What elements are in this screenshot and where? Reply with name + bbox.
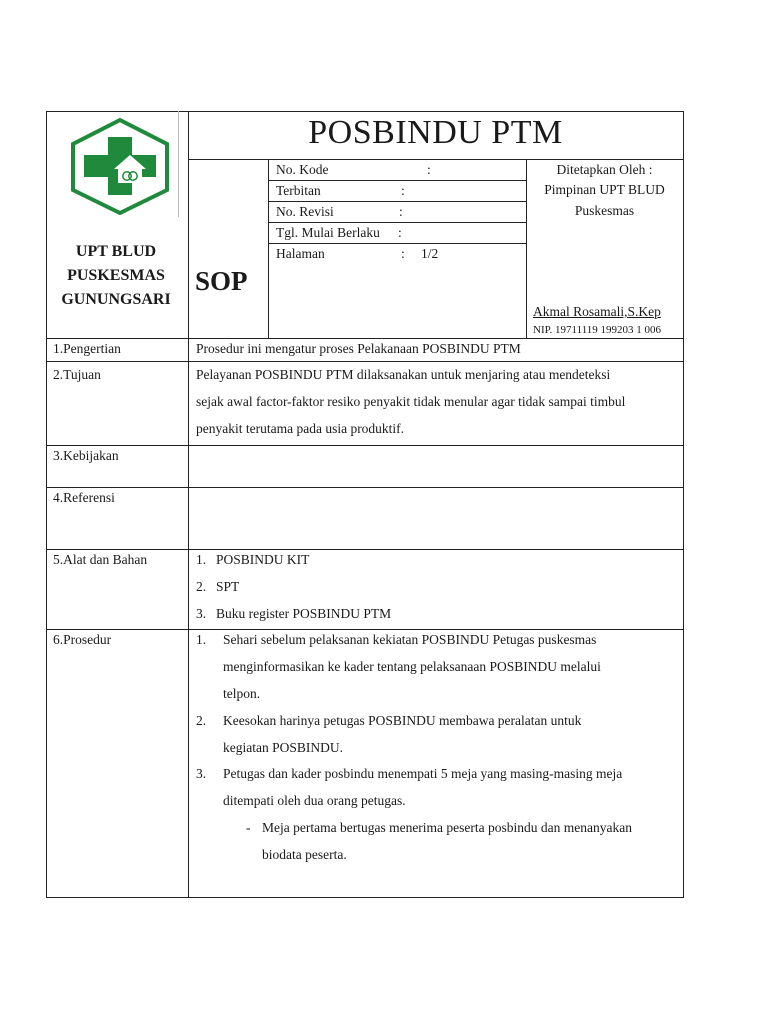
section-label-pengertian: 1.Pengertian	[53, 341, 121, 356]
prosedur-step1-line2: menginformasikan ke kader tentang pelaksanaan POSBINDU melalui	[223, 659, 601, 674]
prosedur-sub-bullet: -	[246, 820, 251, 835]
meta-sep-revisi: :	[399, 204, 403, 219]
alat-item-1: POSBINDU KIT	[216, 552, 310, 567]
tujuan-line2: sejak awal factor-faktor resiko penyakit tidak menular agar tidak sampai timbul	[196, 394, 626, 409]
approval-nip: NIP. 19711119 199203 1 006	[533, 324, 662, 336]
prosedur-step1-line1: Sehari sebelum pelaksanan kekiatan POSBINDU Petugas puskesmas	[223, 632, 597, 647]
tujuan-line3: penyakit terutama pada usia produktif.	[196, 421, 405, 436]
meta-label-kode: No. Kode	[276, 162, 329, 177]
approval-signer: Akmal Rosamali,S.Kep	[533, 304, 661, 319]
meta-sep-terbitan: :	[401, 183, 405, 198]
section-label-tujuan: 2.Tujuan	[53, 367, 101, 382]
section-text-pengertian: Prosedur ini mengatur proses Pelakanaan POSBINDU PTM	[196, 341, 521, 356]
meta-sep-halaman: :	[401, 246, 405, 261]
alat-num-3: 3.	[196, 606, 207, 621]
prosedur-num-3: 3.	[196, 766, 207, 781]
prosedur-num-2: 2.	[196, 713, 207, 728]
alat-num-2: 2.	[196, 579, 207, 594]
puskesmas-logo	[68, 117, 172, 215]
section-label-alat: 5.Alat dan Bahan	[53, 552, 148, 567]
sop-label: SOP	[195, 266, 248, 296]
meta-label-revisi: No. Revisi	[276, 204, 334, 219]
prosedur-step3-line2: ditempati oleh dua orang petugas.	[223, 793, 406, 808]
section-label-kebijakan: 3.Kebijakan	[53, 448, 119, 463]
approval-line3: Puskesmas	[574, 203, 635, 218]
prosedur-step2-line2: kegiatan POSBINDU.	[223, 740, 343, 755]
prosedur-sub-line2: biodata peserta.	[262, 847, 347, 862]
org-name-line2: PUSKESMAS	[67, 267, 165, 284]
tujuan-line1: Pelayanan POSBINDU PTM dilaksanakan untuk menjaring atau mendeteksi	[196, 367, 611, 382]
section-label-referensi: 4.Referensi	[53, 490, 115, 505]
org-name-line3: GUNUNGSARI	[61, 291, 171, 308]
alat-num-1: 1.	[196, 552, 207, 567]
prosedur-sub-line1: Meja pertama bertugas menerima peserta posbindu dan menanyakan	[262, 820, 632, 835]
section-label-prosedur: 6.Prosedur	[53, 632, 112, 647]
meta-sep-tgl: :	[398, 225, 402, 240]
approval-line1: Ditetapkan Oleh :	[556, 162, 653, 177]
meta-sep-kode: :	[427, 162, 431, 177]
meta-label-halaman: Halaman	[276, 246, 325, 261]
prosedur-step3-line1: Petugas dan kader posbindu menempati 5 meja yang masing-masing meja	[223, 766, 623, 781]
alat-item-3: Buku register POSBINDU PTM	[216, 606, 392, 621]
prosedur-step1-line3: telpon.	[223, 686, 261, 701]
org-name-line1: UPT BLUD	[75, 243, 157, 260]
meta-value-halaman: 1/2	[421, 246, 439, 261]
prosedur-num-1: 1.	[196, 632, 207, 647]
meta-label-tgl: Tgl. Mulai Berlaku	[276, 225, 380, 240]
approval-line2: Pimpinan UPT BLUD	[544, 182, 665, 197]
alat-item-2: SPT	[216, 579, 240, 594]
prosedur-step2-line1: Keesokan harinya petugas POSBINDU membawa peralatan untuk	[223, 713, 582, 728]
meta-label-terbitan: Terbitan	[276, 183, 321, 198]
document-title: POSBINDU PTM	[308, 114, 563, 151]
